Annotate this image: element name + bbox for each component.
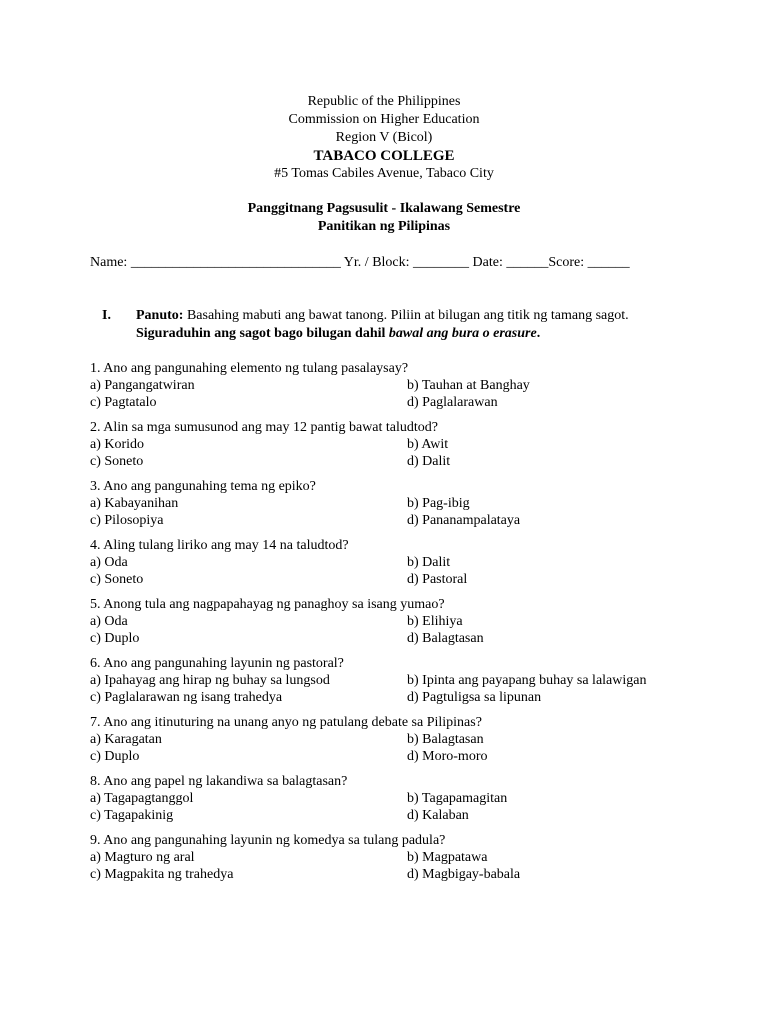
choice-row bbox=[90, 731, 710, 748]
choice-b[interactable]: b) Tagapamagitan bbox=[407, 791, 508, 806]
question-item bbox=[90, 714, 710, 765]
choice-c[interactable]: c) Pilosopiya bbox=[90, 513, 164, 528]
choice-row bbox=[90, 630, 710, 647]
question-text: 9. Ano ang pangunahing layunin ng komedya sa tulang padula? bbox=[90, 833, 446, 848]
choice-d[interactable]: d) Kalaban bbox=[407, 808, 469, 823]
choice-c[interactable]: c) Duplo bbox=[90, 749, 140, 764]
document-header bbox=[0, 93, 768, 183]
instructions-emphasis: bawal ang bura o erasure bbox=[388, 326, 537, 341]
choice-b[interactable]: b) Dalit bbox=[407, 555, 451, 570]
question-text: 2. Alin sa mga sumusunod ang may 12 pantig bawat taludtod? bbox=[90, 420, 439, 435]
choice-row bbox=[90, 436, 710, 453]
header-commission: Commission on Higher Education bbox=[288, 112, 480, 127]
choice-c[interactable]: c) Pagtatalo bbox=[90, 395, 157, 410]
choice-d[interactable]: d) Paglalarawan bbox=[407, 395, 498, 410]
choice-a[interactable]: a) Tagapagtanggol bbox=[90, 791, 194, 806]
choice-b[interactable]: b) Ipinta ang payapang buhay sa lalawigan bbox=[407, 673, 647, 688]
choice-a[interactable]: a) Pangangatwiran bbox=[90, 378, 195, 393]
choice-c[interactable]: c) Soneto bbox=[90, 572, 144, 587]
choice-a[interactable]: a) Kabayanihan bbox=[90, 496, 179, 511]
choice-b[interactable]: b) Pag-ibig bbox=[407, 496, 470, 511]
instructions-end: . bbox=[536, 326, 541, 341]
choice-c[interactable]: c) Tagapakinig bbox=[90, 808, 174, 823]
choice-b[interactable]: b) Awit bbox=[407, 437, 449, 452]
choice-row bbox=[90, 613, 710, 630]
question-item bbox=[90, 773, 710, 824]
header-region: Region V (Bicol) bbox=[335, 130, 433, 145]
instructions-text-1: Basahing mabuti ang bawat tanong. Piliin at bilugan ang titik ng tamang sagot. bbox=[183, 308, 629, 323]
header-republic: Republic of the Philippines bbox=[307, 94, 461, 109]
instructions-text-2: Siguraduhin ang sagot bago bilugan dahil bbox=[136, 326, 389, 341]
choice-a[interactable]: a) Magturo ng aral bbox=[90, 850, 195, 865]
choice-row bbox=[90, 571, 710, 588]
question-text: 5. Anong tula ang nagpapahayag ng panaghoy sa isang yumao? bbox=[90, 597, 445, 612]
question-item bbox=[90, 360, 710, 411]
question-item bbox=[90, 478, 710, 529]
question-text: 7. Ano ang itinuturing na unang anyo ng patulang debate sa Pilipinas? bbox=[90, 715, 482, 730]
question-item bbox=[90, 419, 710, 470]
exam-title: Panggitnang Pagsusulit - Ikalawang Semestre bbox=[247, 201, 521, 216]
choice-row bbox=[90, 554, 710, 571]
choice-c[interactable]: c) Magpakita ng trahedya bbox=[90, 867, 234, 882]
section-numeral: I. bbox=[102, 308, 111, 323]
choice-row bbox=[90, 849, 710, 866]
choice-d[interactable]: d) Dalit bbox=[407, 454, 451, 469]
choice-d[interactable]: d) Pananampalataya bbox=[407, 513, 521, 528]
question-text: 3. Ano ang pangunahing tema ng epiko? bbox=[90, 479, 316, 494]
choice-c[interactable]: c) Paglalarawan ng isang trahedya bbox=[90, 690, 283, 705]
student-info-line: Name: ______________________________ Yr. / Block: ________ Date: ______Score: ______ bbox=[90, 255, 630, 270]
choice-b[interactable]: b) Elihiya bbox=[407, 614, 463, 629]
question-list bbox=[90, 360, 710, 891]
choice-d[interactable]: d) Magbigay-babala bbox=[407, 867, 521, 882]
choice-d[interactable]: d) Pagtuligsa sa lipunan bbox=[407, 690, 542, 705]
choice-row bbox=[90, 672, 710, 689]
choice-row bbox=[90, 512, 710, 529]
instructions-label: Panuto: bbox=[136, 308, 184, 323]
choice-a[interactable]: a) Korido bbox=[90, 437, 145, 452]
choice-row bbox=[90, 807, 710, 824]
choice-d[interactable]: d) Pastoral bbox=[407, 572, 468, 587]
choice-b[interactable]: b) Balagtasan bbox=[407, 732, 484, 747]
choice-row bbox=[90, 377, 710, 394]
exam-title-block bbox=[0, 200, 768, 236]
choice-b[interactable]: b) Tauhan at Banghay bbox=[407, 378, 530, 393]
question-text: 6. Ano ang pangunahing layunin ng pastoral? bbox=[90, 656, 344, 671]
choice-row bbox=[90, 394, 710, 411]
question-text: 1. Ano ang pangunahing elemento ng tulang pasalaysay? bbox=[90, 361, 409, 376]
choice-b[interactable]: b) Magpatawa bbox=[407, 850, 488, 865]
header-college-name: TABACO COLLEGE bbox=[313, 148, 455, 164]
choice-a[interactable]: a) Oda bbox=[90, 614, 128, 629]
question-item bbox=[90, 655, 710, 706]
choice-row bbox=[90, 790, 710, 807]
instructions-body bbox=[136, 307, 696, 343]
choice-d[interactable]: d) Balagtasan bbox=[407, 631, 484, 646]
choice-row bbox=[90, 748, 710, 765]
choice-a[interactable]: a) Karagatan bbox=[90, 732, 162, 747]
choice-c[interactable]: c) Soneto bbox=[90, 454, 144, 469]
choice-row bbox=[90, 495, 710, 512]
choice-row bbox=[90, 689, 710, 706]
choice-c[interactable]: c) Duplo bbox=[90, 631, 140, 646]
header-address: #5 Tomas Cabiles Avenue, Tabaco City bbox=[274, 166, 494, 181]
choice-a[interactable]: a) Ipahayag ang hirap ng buhay sa lungsod bbox=[90, 673, 330, 688]
question-item bbox=[90, 537, 710, 588]
choice-row bbox=[90, 866, 710, 883]
choice-a[interactable]: a) Oda bbox=[90, 555, 128, 570]
choice-d[interactable]: d) Moro-moro bbox=[407, 749, 488, 764]
question-item bbox=[90, 596, 710, 647]
choice-row bbox=[90, 453, 710, 470]
question-text: 4. Aling tulang liriko ang may 14 na taludtod? bbox=[90, 538, 349, 553]
question-text: 8. Ano ang papel ng lakandiwa sa balagtasan? bbox=[90, 774, 348, 789]
question-item bbox=[90, 832, 710, 883]
exam-subject: Panitikan ng Pilipinas bbox=[317, 219, 451, 234]
